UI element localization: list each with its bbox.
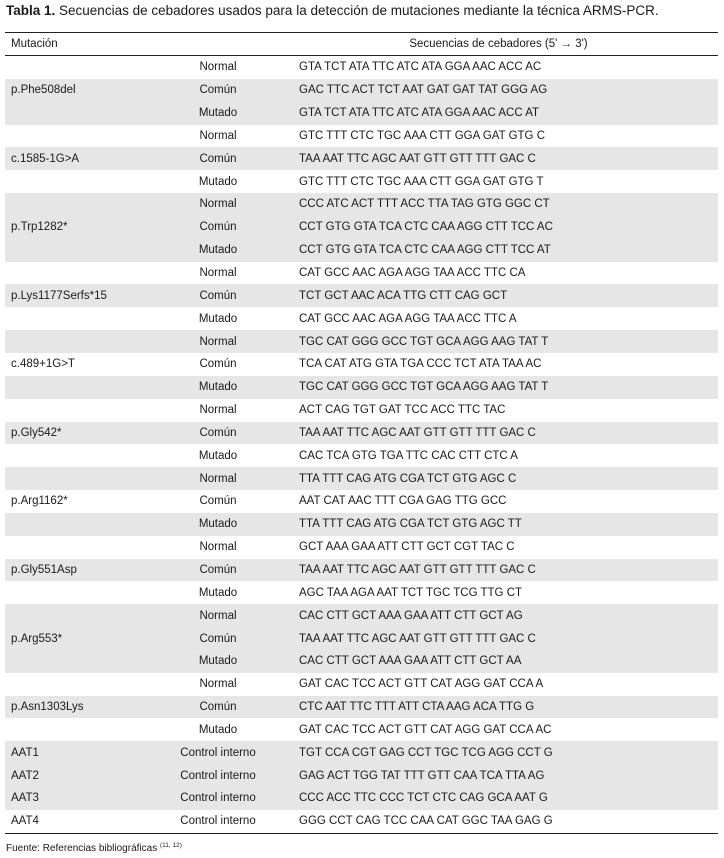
cell-sequence: TTA TTT CAG ATG CGA TCT GTG AGC C [279,467,718,490]
cell-primer-type: Normal [157,467,279,490]
cell-sequence: GAC TTC ACT TCT AAT GAT GAT TAT GGG AG [279,79,718,102]
cell-sequence: TCT GCT AAC ACA TTG CTT CAG GCT [279,284,718,307]
table-row [5,536,718,559]
cell-sequence: ACT CAG TGT GAT TCC ACC TTC TAC [299,404,506,417]
cell-sequence: TCA CAT ATG GTA TGA CCC TCT ATA TAA AC [299,358,542,371]
cell-primer-type: Común [157,147,279,170]
cell-mutation [5,467,157,490]
cell-mutation: AAT1 [5,741,157,764]
table-row [5,787,718,810]
cell-sequence: CAT GCC AAC AGA AGG TAA ACC TTC A [299,312,517,325]
cell-mutation: p.Phe508del [5,79,157,102]
cell-sequence: CTC AAT TTC TTT ATT CTA AAG ACA TTG G [279,696,718,719]
cell-primer-type: Mutado [157,376,279,399]
cell-mutation: AAT3 [5,787,157,810]
cell-sequence: AAT CAT AAC TTT CGA GAG TTG GCC [299,495,507,508]
cell-mutation [5,307,157,330]
caption-label: Tabla 1. [6,3,56,18]
cell-mutation [5,125,157,148]
cell-primer-type: Control interno [157,810,279,833]
cell-primer-type: Mutado [198,586,238,599]
cell-primer-type: Común [157,627,279,650]
cell-primer-type: Mutado [198,175,238,188]
table-header-row [5,33,718,56]
cell-primer-type: Normal [199,61,237,74]
caption-text: Secuencias de cebadores usados para la detección de mutaciones mediante la técnica ARMS-PCR. [55,3,659,18]
cell-sequence: TGT CCA CGT GAG CCT TGC TCG AGG CCT G [279,741,718,764]
cell-sequence: CCC ATC ACT TTT ACC TTA TAG GTG GGC CT [279,193,718,216]
table-row [5,696,718,719]
cell-sequence: CAT GCC AAC AGA AGG TAA ACC TTC CA [299,267,526,280]
cell-primer-type: Mutado [157,513,279,536]
table-row [5,718,718,741]
table-row [5,444,718,467]
table-body [5,56,718,834]
cell-sequence: GTA TCT ATA TTC ATC ATA GGA AAC ACC AT [279,102,718,125]
cell-sequence: CAC CTT GCT AAA GAA ATT CTT GCT AA [279,650,718,673]
cell-sequence: GAT CAC TCC ACT GTT CAT AGG GAT CCA AC [299,723,552,736]
cell-primer-type: Normal [199,678,237,691]
cell-mutation: p.Asn1303Lys [5,696,157,719]
table-row [5,513,718,536]
cell-sequence: CAC TCA GTG TGA TTC CAC CTT CTC A [299,449,518,462]
table-row [5,467,718,490]
table-row [5,307,718,330]
cell-sequence: CCT GTG GTA TCA CTC CAA AGG CTT TCC AT [279,239,718,262]
cell-sequence: GTC TTT CTC TGC AAA CTT GGA GAT GTG T [299,175,544,188]
cell-sequence: TAA AAT TTC AGC AAT GTT GTT TTT GAC C [279,559,718,582]
cell-primer-type: Normal [157,604,279,627]
cell-mutation [5,513,157,536]
cell-sequence: GAT CAC TCC ACT GTT CAT AGG GAT CCA A [299,678,544,691]
cell-sequence: GGG CCT CAG TCC CAA CAT GGC TAA GAG G [279,810,718,833]
table-row [5,170,718,193]
cell-primer-type: Mutado [198,449,238,462]
cell-mutation: p.Arg553* [5,627,157,650]
header-sequence: Secuencias de cebadores (5' → 3') [279,33,718,56]
table-row [5,193,718,216]
table-row [5,147,718,170]
footer-refs: (11, 12) [159,842,182,849]
cell-mutation: AAT2 [5,764,157,787]
cell-primer-type: Control interno [157,741,279,764]
header-mutation: Mutación [5,33,157,56]
cell-sequence: GCT AAA GAA ATT CTT GCT CGT TAC C [299,541,515,554]
cell-mutation [5,170,157,193]
cell-primer-type: Común [157,284,279,307]
cell-primer-type: Normal [199,129,237,142]
cell-mutation: p.Gly551Asp [5,559,157,582]
cell-mutation: c.489+1G>T [11,358,75,371]
cell-sequence: TTA TTT CAG ATG CGA TCT GTG AGC TT [279,513,718,536]
cell-sequence: TAA AAT TTC AGC AAT GTT GTT TTT GAC C [279,422,718,445]
cell-mutation [5,650,157,673]
cell-mutation: p.Lys1177Serfs*15 [5,284,157,307]
cell-mutation: AAT4 [5,810,157,833]
cell-mutation [5,376,157,399]
table-row [5,102,718,125]
cell-primer-type: Común [199,495,237,508]
cell-mutation [5,444,157,467]
cell-primer-type: Mutado [198,723,238,736]
table-row [5,422,718,445]
table-row [5,284,718,307]
cell-primer-type: Común [157,696,279,719]
cell-primer-type: Control interno [157,787,279,810]
primer-table [5,32,718,834]
cell-mutation [5,102,157,125]
cell-primer-type: Común [157,422,279,445]
cell-sequence: CCC ACC TTC CCC TCT CTC CAG GCA AAT G [279,787,718,810]
cell-mutation: p.Trp1282* [5,216,157,239]
table-row [5,741,718,764]
cell-mutation [5,718,157,741]
cell-primer-type: Normal [199,541,237,554]
table-row [5,353,718,376]
table-row [5,673,718,696]
cell-mutation: c.1585-1G>A [5,147,157,170]
table-row [5,810,718,833]
cell-mutation [5,604,157,627]
cell-mutation [5,193,157,216]
cell-mutation: p.Arg1162* [11,495,68,508]
cell-mutation: p.Gly542* [5,422,157,445]
table-row [5,262,718,285]
table-row [5,559,718,582]
cell-primer-type: Normal [157,193,279,216]
table-row [5,764,718,787]
table-row [5,627,718,650]
cell-primer-type: Mutado [157,650,279,673]
cell-mutation [5,399,157,422]
cell-sequence: GAG ACT TGG TAT TTT GTT CAA TCA TTA AG [279,764,718,787]
cell-primer-type: Normal [199,267,237,280]
cell-mutation [5,536,157,559]
cell-sequence: TAA AAT TTC AGC AAT GTT GTT TTT GAC C [279,627,718,650]
cell-sequence: GTA TCT ATA TTC ATC ATA GGA AAC ACC AC [299,61,542,74]
cell-sequence: AGC TAA AGA AAT TCT TGC TCG TTG CT [299,586,523,599]
cell-sequence: GTC TTT CTC TGC AAA CTT GGA GAT GTG C [299,129,546,142]
cell-mutation [5,239,157,262]
table-row [5,376,718,399]
cell-primer-type: Común [157,216,279,239]
table-row [5,216,718,239]
cell-sequence: CCT GTG GTA TCA CTC CAA AGG CTT TCC AC [279,216,718,239]
table-row [5,490,718,513]
table-row [5,399,718,422]
cell-primer-type: Normal [157,330,279,353]
table-caption [6,3,659,18]
cell-primer-type: Mutado [157,102,279,125]
cell-primer-type: Común [157,559,279,582]
table-row [5,581,718,604]
table-row [5,604,718,627]
table-row [5,79,718,102]
cell-sequence: CAC CTT GCT AAA GAA ATT CTT GCT AG [279,604,718,627]
table-row [5,330,718,353]
cell-primer-type: Normal [199,404,237,417]
cell-mutation [5,673,157,696]
table-row [5,239,718,262]
cell-mutation [5,56,157,79]
footer-text: Fuente: Referencias bibliográficas [6,843,160,854]
table-row [5,56,718,79]
cell-sequence: TGC CAT GGG GCC TGT GCA AGG AAG TAT T [279,376,718,399]
cell-mutation [5,330,157,353]
cell-sequence: TGC CAT GGG GCC TGT GCA AGG AAG TAT T [279,330,718,353]
cell-primer-type: Mutado [198,312,238,325]
cell-primer-type: Común [199,358,237,371]
cell-mutation [5,581,157,604]
cell-primer-type: Control interno [157,764,279,787]
cell-primer-type: Común [157,79,279,102]
cell-primer-type: Mutado [157,239,279,262]
table-footer [6,842,182,854]
cell-sequence: TAA AAT TTC AGC AAT GTT GTT TTT GAC C [279,147,718,170]
table-row [5,125,718,148]
header-type [157,33,279,56]
cell-mutation [5,262,157,285]
table-row [5,650,718,673]
